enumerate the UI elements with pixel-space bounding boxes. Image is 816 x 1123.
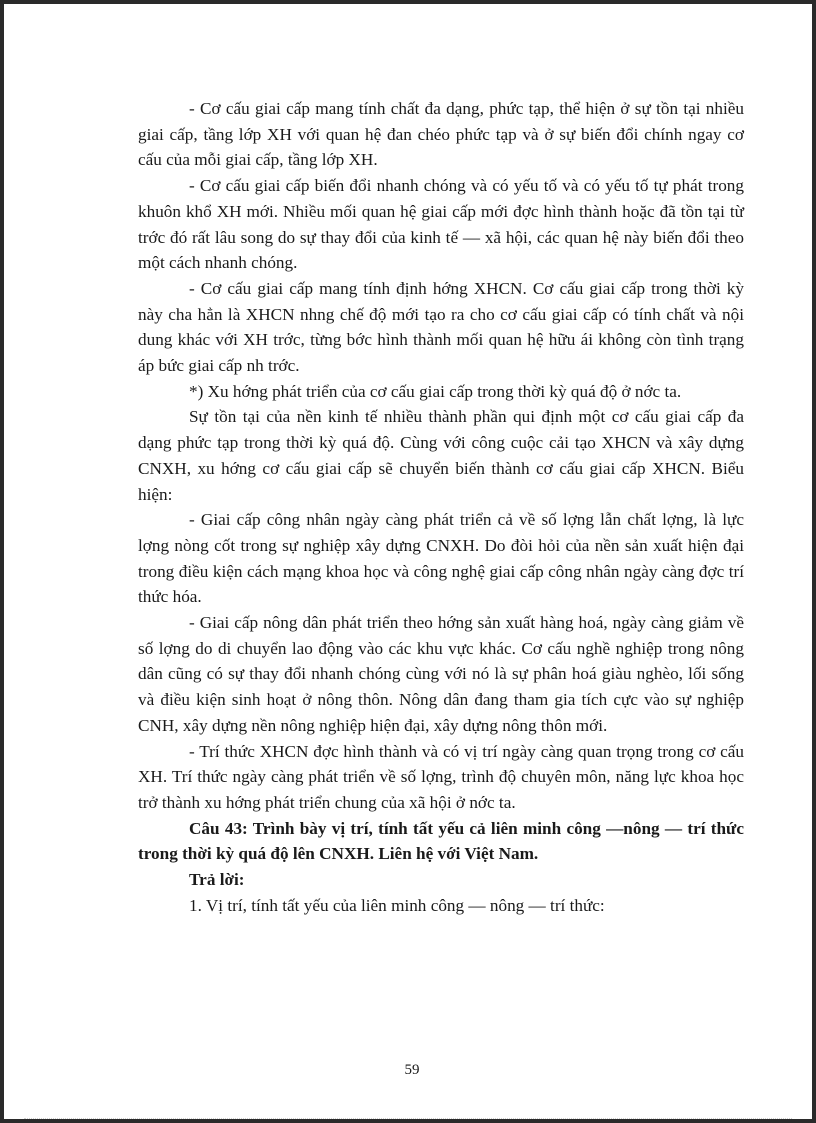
- paragraph-working-class: - Giai cấp công nhân ngày càng phát triển cả về số lợng lẫn chất lợng, là lực lợng nòng cốt trong sự nghiệp xây dựng CNXH. Do đòi hỏi của nền sản xuất hiện đại trong điều kiện cách mạng khoa học và công nghệ giai cấp công nhân ngày càng đợc trí thức hóa.: [138, 510, 744, 607]
- footer-divider: [24, 1118, 792, 1119]
- paragraph-multi-sector-economy: Sự tồn tại của nền kinh tế nhiều thành phần qui định một cơ cấu giai cấp đa dạng phức tạp trong thời kỳ quá độ. Cùng với công cuộc cải tạo XHCN và xây dựng CNXH, xu hớng cơ cấu giai cấp sẽ chuyển biến thành cơ cấu giai cấp XHCN. Biểu hiện:: [138, 407, 744, 504]
- page-number: 59: [404, 1062, 420, 1078]
- paragraph-intellectuals: - Trí thức XHCN đợc hình thành và có vị trí ngày càng quan trọng trong cơ cấu XH. Trí thức ngày càng phát triển về số lợng, trình độ chuyên môn, năng lực khoa học trở thành xu hớng phát triển chung của xã hội ở nớc ta.: [138, 741, 744, 812]
- paragraph-peasant-class: - Giai cấp nông dân phát triển theo hớng sản xuất hàng hoá, ngày càng giảm về số lợng do di chuyển lao động vào các khu vực khác. Cơ cấu nghề nghiệp trong nông dân cũng có sự thay đổi nhanh chóng cùng với nó là sự phân hoá giàu nghèo, lối sống và điều kiện sinh hoạt ở nông thôn. Nông dân đang tham gia tích cực vào sự nghiệp CNH, xây dựng nền nông nghiệp hiện đại, xây dựng nông thôn mới.: [138, 613, 744, 735]
- paragraph-development-trend-heading: *) Xu hớng phát triển của cơ cấu giai cấp trong thời kỳ quá độ ở nớc ta.: [189, 381, 682, 401]
- page-body: [138, 96, 744, 919]
- paragraph-class-structure-changes: - Cơ cấu giai cấp biến đổi nhanh chóng và có yếu tố và có yếu tố tự phát trong khuôn khổ XH mới. Nhiều mối quan hệ giai cấp mới đợc hình thành hoặc đã tồn tại từ trớc đó rất lâu song do sự thay đổi của kinh tế — xã hội, các quan hệ này biến đổi theo một cách nhanh chóng.: [138, 176, 744, 273]
- question-43-heading: Câu 43: Trình bày vị trí, tính tất yếu cả liên minh công —nông — trí thức trong thời kỳ quá độ lên CNXH. Liên hệ với Việt Nam.: [138, 818, 744, 864]
- answer-label: Trả lời:: [189, 870, 245, 890]
- paragraph-class-structure-diverse: - Cơ cấu giai cấp mang tính chất đa dạng, phức tạp, thể hiện ở sự tồn tại nhiều giai cấp, tầng lớp XH với quan hệ đan chéo phức tạp và ở sự biến đổi chính ngay cơ cấu của mỗi giai cấp, tầng lớp XH.: [138, 99, 744, 170]
- section-1-heading: 1. Vị trí, tính tất yếu của liên minh công — nông — trí thức:: [189, 895, 605, 915]
- paragraph-socialist-orientation: - Cơ cấu giai cấp mang tính định hớng XHCN. Cơ cấu giai cấp trong thời kỳ này cha hẳn là XHCN nhng chế độ mới tạo ra cho cơ cấu giai cấp có tính chất và nội dung khác với XH trớc, từng bớc hình thành mối quan hệ hữu ái không còn tình trạng áp bức giai cấp nh trớc.: [138, 278, 744, 376]
